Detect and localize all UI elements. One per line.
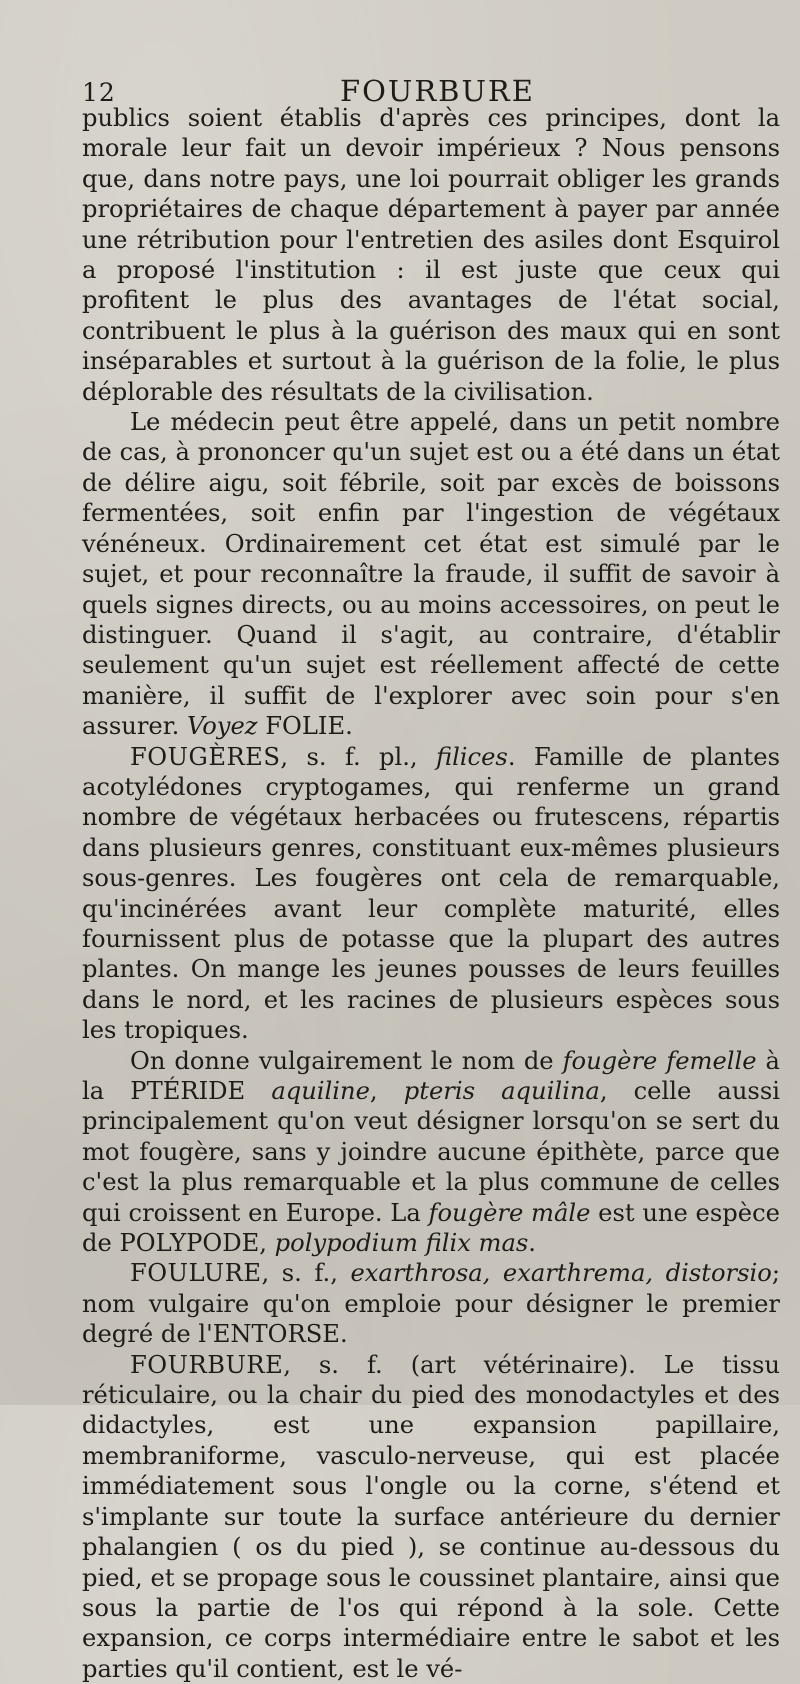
- text-run: , celle aussi principalement qu'on veut désigner lorsqu'on se sert du mot fougère, sans y joindre aucune épithète, parce que c'est la plus remarquable et la plus commune de celles qui croissent en Europe. La: [82, 1077, 780, 1227]
- italic-term: aquiline: [271, 1077, 370, 1105]
- italic-term: polypodium filix mas: [274, 1229, 529, 1258]
- text-run: .: [528, 1229, 536, 1258]
- entry-definition: ; nom vulgaire qu'on emploie pour désigner le premier degré de l': [82, 1259, 780, 1349]
- paragraph-continuation: [82, 103, 780, 407]
- paragraph-fougere-femelle: [82, 1046, 780, 1259]
- text-run: ,: [259, 1229, 267, 1258]
- entry-latin: exarthrosa, exarthrema, distorsio: [350, 1259, 772, 1288]
- italic-term: fougère mâle: [428, 1198, 591, 1227]
- small-caps-reference: PTÉRIDE: [130, 1077, 246, 1105]
- page-number: 12: [82, 78, 116, 107]
- see-reference-label: Voyez: [187, 712, 258, 741]
- entry-definition: . Famille de plantes acotylédones cryptogames, qui renferme un grand nombre de végétaux herbacées ou frutescens, répartis dans plusieurs genres, constituant eux-mêmes plusieurs sous-genres. Les fougères ont cela de remarquable, qu'incinérées avant leur complète maturité, elles fournissent plus de potasse que la plupart des autres plantes. On mange les jeunes pousses de leurs feuilles dans le nord, et les racines de plusieurs espèces sous les tropiques.: [82, 742, 780, 1045]
- small-caps-reference: ENTORSE: [212, 1320, 340, 1349]
- paragraph-text: Le médecin peut être appelé, dans un petit nombre de cas, à prononcer qu'un sujet est ou a été dans un état de délire aigu, soit fébrile, soit par excès de boissons fermentées, soit enfin par l'ingestion de végétaux vénéneux. Ordinairement cet état est simulé par le sujet, et pour reconnaître la fraude, il suffit de savoir à quels signes directs, ou au moins accessoires, on peut le distinguer. Quand il s'agit, au contraire, d'établir seulement qu'un sujet est réellement affecté de cette manière, il suffit de l'explorer avec soin pour s'en assurer.: [82, 408, 780, 741]
- entry-grammar: , s. f.,: [261, 1259, 338, 1288]
- text-run: On donne vulgairement le nom de: [130, 1046, 554, 1075]
- entry-definition: , s. f. (art vétérinaire). Le tissu réticulaire, ou la chair du pied des monodactyles et des didactyles, est une expansion papillaire, membraniforme, vasculo-nerveuse, qui est placée immédiatement sous l'ongle ou la corne, s'étend et s'implante sur toute la surface antérieure du dernier phalangien ( os du pied ), se continue au-dessous du pied, et se propage sous le coussinet plantaire, ainsi que sous la partie de l'os qui répond à la sole. Cette expansion, ce corps intermédiaire entre le sabot et les parties qu'il contient, est le vé-: [82, 1350, 780, 1683]
- text-run: .: [339, 1320, 348, 1349]
- running-title: FOURBURE: [340, 74, 535, 108]
- see-reference-target: FOLIE.: [265, 712, 353, 741]
- entry-grammar: , s. f. pl.,: [280, 742, 418, 771]
- italic-term: pteris aquilina: [403, 1077, 600, 1105]
- italic-term: fougère femelle: [562, 1046, 757, 1075]
- text-run: ,: [369, 1077, 378, 1105]
- entry-headword: FOURBURE: [130, 1350, 284, 1379]
- entry-fourbure: [82, 1350, 780, 1684]
- paragraph-text: publics soient établis d'après ces principes, dont la morale leur fait un devoir impérieux ? Nous pensons que, dans notre pays, une loi pourrait obliger les grands propriétaires de chaque département à payer par année une rétribution pour l'entretien des asiles dont Esquirol a proposé l'institution : il est juste que ceux qui profitent le plus des avantages de l'état social, contribuent le plus à la guérison des maux qui en sont inséparables et surtout à la guérison de la folie, le plus déplorable des résultats de la civilisation.: [82, 104, 780, 406]
- entry-latin: filices: [435, 742, 508, 771]
- entry-fougeres: [82, 742, 780, 1046]
- text-run: à la: [82, 1046, 780, 1105]
- entry-headword: FOULURE: [130, 1259, 262, 1288]
- page-text: [82, 103, 780, 1684]
- text-run: est une espèce de: [82, 1198, 780, 1258]
- small-caps-reference: POLYPODE: [119, 1229, 260, 1258]
- paragraph-medecin: [82, 407, 780, 741]
- entry-foulure: [82, 1258, 780, 1349]
- entry-headword: FOUGÈRES: [130, 742, 281, 771]
